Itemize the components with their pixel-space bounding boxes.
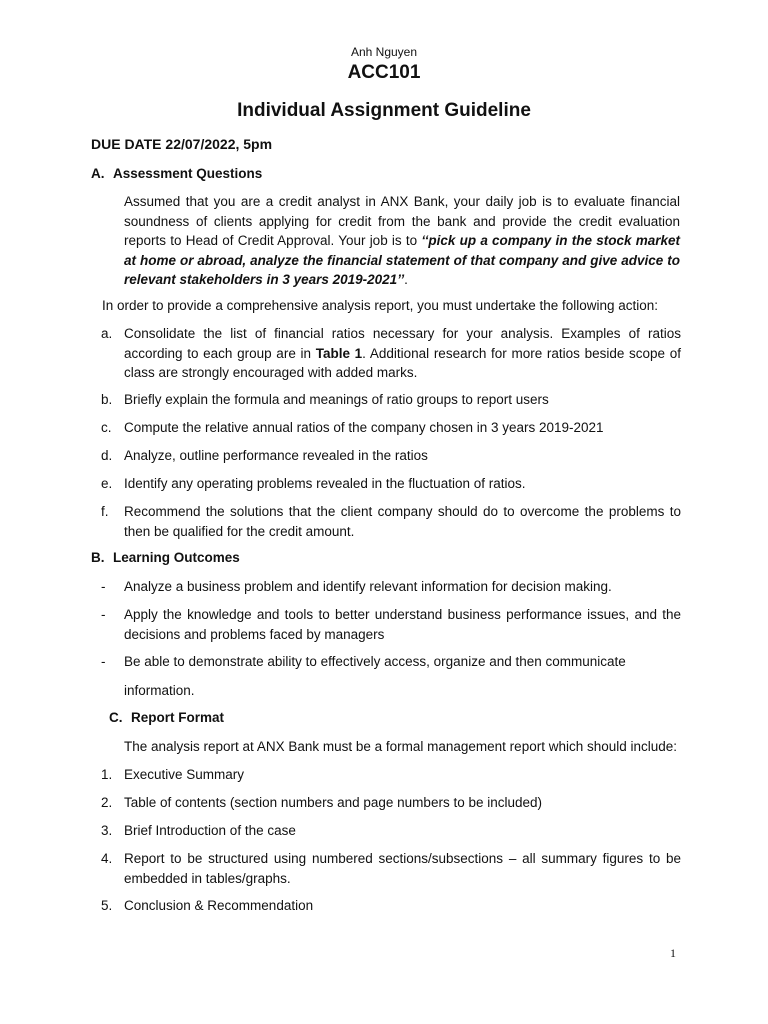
- item-text: Identify any operating problems revealed in the fluctuation of ratios.: [124, 476, 526, 491]
- section-a-letter: A.: [91, 166, 105, 181]
- item-label: b.: [101, 392, 113, 407]
- item-label: 3.: [101, 823, 113, 838]
- list-item: [101, 793, 681, 813]
- item-label: -: [101, 654, 106, 669]
- author-name: Anh Nguyen: [350, 45, 418, 59]
- item-a-text-end: . Additional research for more ratios beside scope of class are strongly encouraged with added marks.: [124, 345, 681, 380]
- item-text: Brief Introduction of the case: [124, 823, 296, 838]
- list-item: [101, 765, 681, 785]
- page-number: 1: [670, 946, 676, 960]
- section-b-letter: B.: [91, 550, 105, 565]
- list-item: [101, 502, 681, 541]
- section-c-title: Report Format: [131, 710, 225, 725]
- item-text: Apply the knowledge and tools to better understand business performance issues, and the decisions and problems faced by managers: [124, 607, 681, 642]
- section-c-heading: [109, 710, 224, 725]
- item-text: Report to be structured using numbered sections/subsections – all summary figures to be embedded in tables/graphs.: [124, 851, 681, 886]
- intro-end: .: [404, 272, 408, 287]
- item-label: c.: [101, 420, 112, 435]
- section-a-title: Assessment Questions: [113, 166, 263, 181]
- section-a-heading: [91, 166, 262, 181]
- item-text: Be able to demonstrate ability to effectively access, organize and then communicate: [124, 654, 626, 669]
- item-label: -: [101, 579, 106, 594]
- course-code: ACC101: [347, 62, 421, 83]
- list-item: [101, 896, 681, 916]
- item-a-text: Consolidate the list of financial ratios necessary for your analysis. Examples of ratios according to each group are in: [124, 326, 681, 361]
- item-label: f.: [101, 504, 109, 519]
- section-a-intro: [124, 192, 680, 290]
- list-item: [101, 446, 681, 466]
- item-text: Analyze, outline performance revealed in the ratios: [124, 448, 428, 463]
- item-text: Analyze a business problem and identify relevant information for decision making.: [124, 579, 612, 594]
- item-text: [124, 324, 681, 383]
- section-c-letter: C.: [109, 710, 123, 725]
- intro-text: Assumed that you are a credit analyst in ANX Bank, your daily job is to evaluate financial soundness of clients applying for credit from the bank and provide the credit evaluation reports to Head of Credit Approval. Your job is to: [124, 194, 680, 248]
- item-label: -: [101, 607, 106, 622]
- list-item: [101, 418, 681, 438]
- list-item: [101, 474, 681, 494]
- list-item: [101, 821, 681, 841]
- table-reference: Table 1: [315, 345, 363, 361]
- due-date: DUE DATE 22/07/2022, 5pm: [91, 136, 273, 152]
- item-label: d.: [101, 448, 113, 463]
- item-text: Conclusion & Recommendation: [124, 898, 314, 913]
- list-item: [101, 577, 681, 597]
- section-c-intro: The analysis report at ANX Bank must be a formal management report which should include:: [124, 739, 678, 754]
- item-label: e.: [101, 476, 113, 491]
- section-b-continuation: information.: [124, 683, 195, 698]
- item-text: Recommend the solutions that the client company should do to overcome the problems to then be qualified for the credit amount.: [124, 504, 681, 539]
- item-label: 1.: [101, 767, 113, 782]
- section-b-heading: [91, 550, 240, 565]
- list-item: [101, 849, 681, 888]
- item-label: 4.: [101, 851, 113, 866]
- item-label: 2.: [101, 795, 113, 810]
- item-label: 5.: [101, 898, 113, 913]
- item-text: Compute the relative annual ratios of the company chosen in 3 years 2019-2021: [124, 420, 604, 435]
- item-label: a.: [101, 326, 113, 341]
- intro-emphasis: ‘‘pick up a company in the stock market at home or abroad, analyze the financial statement of that company and give advice to relevant stakeholders in 3 years 2019-2021’’: [124, 233, 680, 287]
- item-text: Executive Summary: [124, 767, 245, 782]
- section-b-title: Learning Outcomes: [113, 550, 240, 565]
- item-text: Briefly explain the formula and meanings of ratio groups to report users: [124, 392, 549, 407]
- document-title: Individual Assignment Guideline: [237, 100, 531, 121]
- section-a-lead: In order to provide a comprehensive analysis report, you must undertake the following action:: [102, 298, 659, 313]
- list-item: [101, 605, 681, 644]
- list-item: [101, 324, 681, 383]
- list-item: [101, 390, 681, 410]
- list-item: [101, 652, 681, 672]
- item-text: Table of contents (section numbers and page numbers to be included): [124, 795, 543, 810]
